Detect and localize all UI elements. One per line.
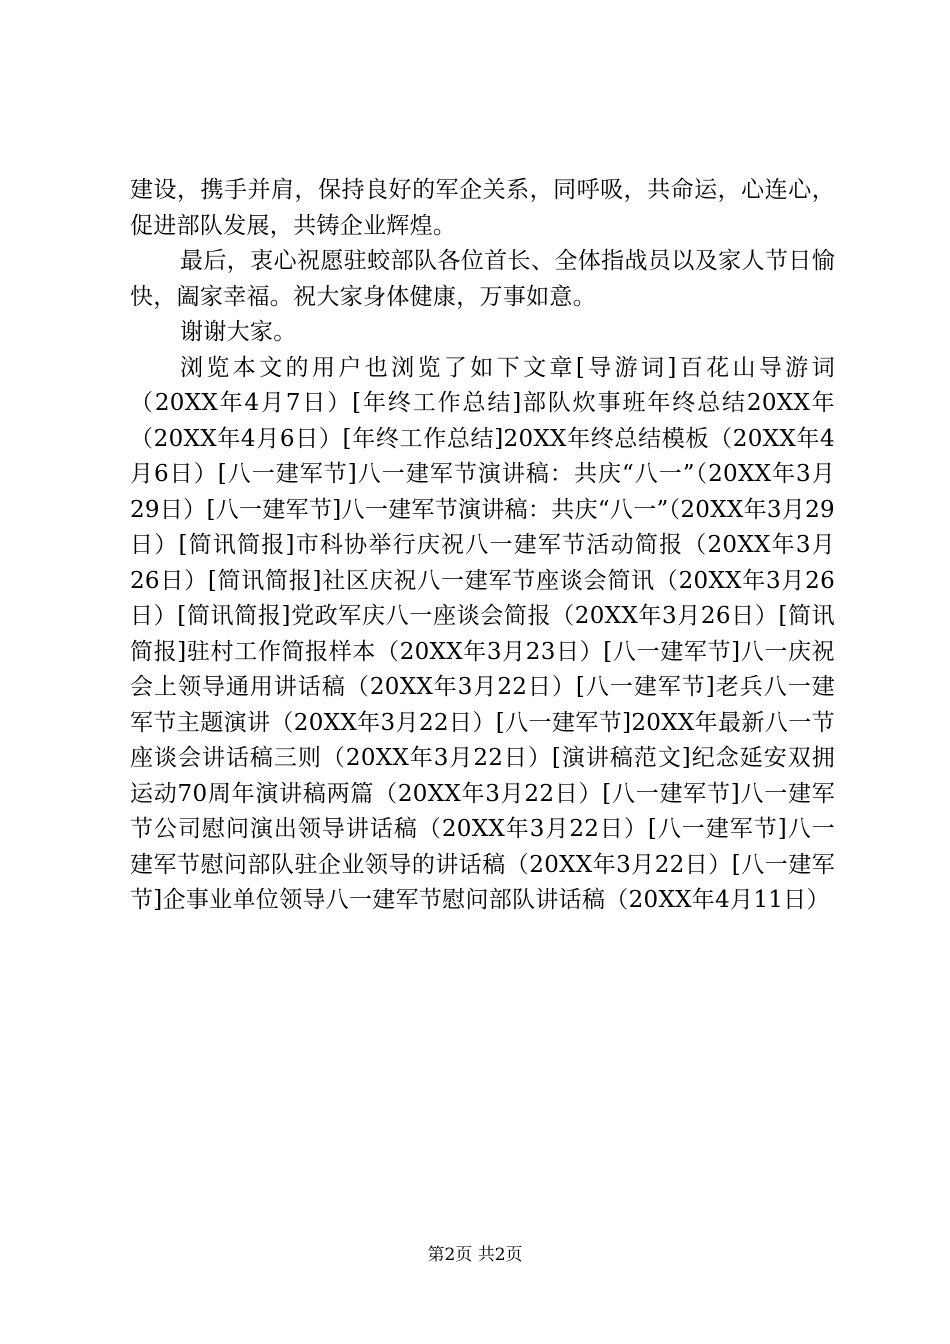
paragraph-closing-continuation: 建设，携手并肩，保持良好的军企关系，同呼吸，共命运，心连心，促进部队发展，共铸企业辉煌。 bbox=[130, 177, 835, 239]
page-number-footer: 第2页 共2页 bbox=[427, 1245, 523, 1265]
paragraph-related-articles: 浏览本文的用户也浏览了如下文章[导游词]百花山导游词（20XX年4月7日）[年终工作总结]部队炊事班年终总结20XX年（20XX年4月6日）[年终工作总结]20XX年终总结模板（20XX年4月6日）[八一建军节]八一建军节演讲稿：共庆“八一”（20XX年3月29日）[八一建军节]八一建军节演讲稿：共庆“八一”（20XX年3月29日）[简讯简报]市科协举行庆祝八一建军节活动简报（20XX年3月26日）[简讯简报]社区庆祝八一建军节座谈会简讯（20XX年3月26日）[简讯简报]党政军庆八一座谈会简报（20XX年3月26日）[简讯简报]驻村工作简报样本（20XX年3月23日）[八一建军节]八一庆祝会上领导通用讲话稿（20XX年3月22日）[八一建军节]老兵八一建军节主题演讲（20XX年3月22日）[八一建军节]20XX年最新八一节座谈会讲话稿三则（20XX年3月22日）[演讲稿范文]纪念延安双拥运动70周年演讲稿两篇（20XX年3月22日）[八一建军节]八一建军节公司慰问演出领导讲话稿（20XX年3月22日）[八一建军节]八一建军节慰问部队驻企业领导的讲话稿（20XX年3月22日）[八一建军节]企事业单位领导八一建军节慰问部队讲话稿（20XX年4月11日） bbox=[130, 354, 835, 913]
document-body bbox=[130, 173, 835, 919]
paragraph-thanks: 谢谢大家。 bbox=[180, 319, 297, 345]
paragraph-wishes: 最后，衷心祝愿驻蛟部队各位首长、全体指战员以及家人节日愉快，阖家幸福。祝大家身体健康，万事如意。 bbox=[130, 248, 835, 310]
